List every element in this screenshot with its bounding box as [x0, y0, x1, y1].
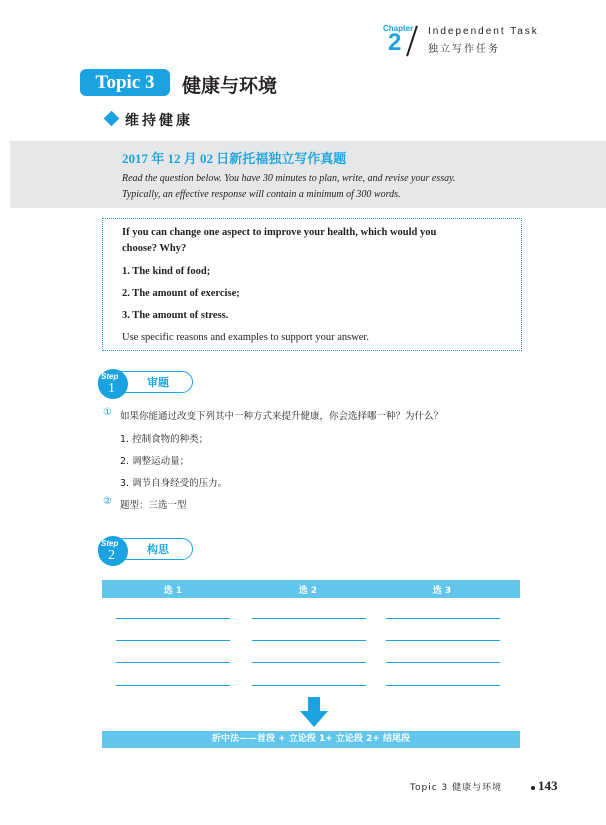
prompt-line-2: choose? Why?: [122, 243, 187, 254]
blank-line[interactable]: [116, 662, 230, 663]
prompt-line-1: If you can change one aspect to improve your health, which would you: [122, 227, 437, 238]
step-1-header: [98, 369, 194, 397]
down-arrow-icon: [300, 697, 328, 727]
chapter-header: [380, 22, 580, 62]
instructions-line-1: Read the question below. You have 30 minutes to plan, write, and revise your essay.: [122, 173, 456, 184]
column-header-1: 选 1: [163, 586, 183, 596]
item-1-text: 如果你能通过改变下列其中一种方式来提升健康，你会选择哪一种？为什么？: [120, 411, 444, 422]
exam-instructions: [122, 171, 522, 203]
page-number: 143: [538, 778, 558, 793]
blank-line[interactable]: [116, 685, 230, 686]
blank-line[interactable]: [252, 685, 366, 686]
step-number: 2: [108, 548, 115, 563]
blank-line[interactable]: [386, 618, 500, 619]
option-2: 2. The amount of exercise;: [122, 288, 240, 299]
blank-line[interactable]: [386, 640, 500, 641]
chapter-number: 2: [388, 29, 402, 56]
column-header-2: 选 2: [298, 586, 318, 596]
instructions-line-2: Typically, an effective response will contain a minimum of 300 words.: [122, 189, 401, 200]
step-2-header: [98, 536, 194, 564]
item-2-marker: ②: [103, 496, 112, 507]
chapter-label: Chapter: [383, 24, 414, 33]
item-1-marker: ①: [103, 407, 112, 418]
header-title-cn: 独立写作任务: [428, 44, 500, 55]
topic-title: 健康与环境: [182, 75, 278, 97]
step-label: 审题: [147, 376, 169, 389]
exam-title: 2017 年 12 月 02 日新托福独立写作真题: [122, 151, 347, 166]
blank-line[interactable]: [116, 618, 230, 619]
step-label: 构思: [147, 543, 169, 556]
option-1: 1. The kind of food;: [122, 266, 211, 277]
blank-line[interactable]: [116, 640, 230, 641]
blank-line[interactable]: [386, 662, 500, 663]
step-number: 1: [108, 381, 115, 396]
diamond-bullet-icon: [104, 111, 120, 127]
header-title-en: Independent Task: [428, 26, 539, 37]
step-word: Step: [101, 372, 119, 381]
sub-item-2: 2. 调整运动量；: [120, 456, 190, 467]
sub-item-1: 1. 控制食物的种类；: [120, 434, 209, 445]
sub-item-3: 3. 调节自身经受的压力。: [120, 478, 228, 489]
item-2-text: 题型：三选一型: [120, 500, 187, 511]
footer-dot: [531, 786, 535, 790]
option-3: 3. The amount of stress.: [122, 310, 229, 321]
step-word: Step: [101, 539, 119, 548]
section-title: 维持健康: [125, 113, 193, 129]
choice-table-header: [102, 580, 520, 598]
closing-instruction: Use specific reasons and examples to support your answer.: [122, 332, 369, 343]
blank-line[interactable]: [252, 640, 366, 641]
footer-text: Topic 3 健康与环境: [410, 783, 503, 793]
blank-line[interactable]: [252, 662, 366, 663]
blank-line[interactable]: [386, 685, 500, 686]
strategy-bar: 折中法——首段 + 立论段 1+ 立论段 2+ 结尾段: [102, 731, 520, 748]
topic-badge: Topic 3: [80, 69, 170, 96]
column-header-3: 选 3: [432, 586, 452, 596]
blank-line[interactable]: [252, 618, 366, 619]
